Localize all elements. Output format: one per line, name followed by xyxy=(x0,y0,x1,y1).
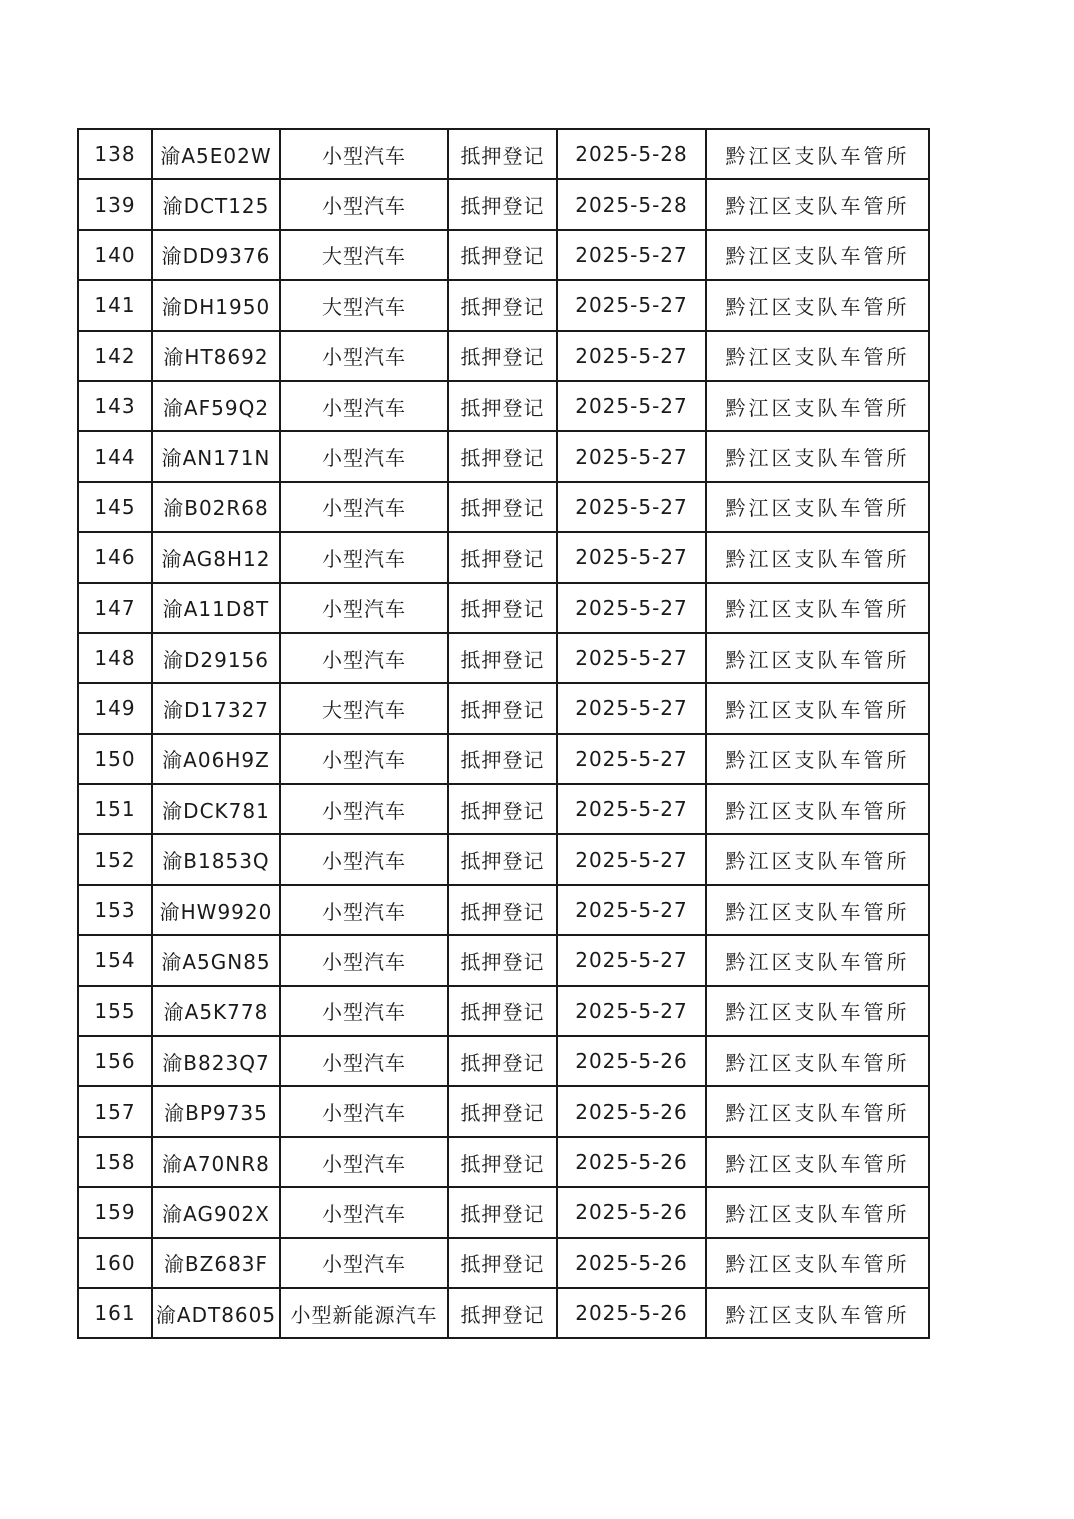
vehicle-type-cell: 大型汽车 xyxy=(280,683,448,733)
plate-number-cell: 渝BP9735 xyxy=(152,1086,280,1136)
plate-number-cell: 渝A5E02W xyxy=(152,129,280,179)
vehicle-type-cell: 小型汽车 xyxy=(280,1086,448,1136)
row-number-cell: 158 xyxy=(78,1137,152,1187)
vehicle-type-cell: 小型汽车 xyxy=(280,1238,448,1288)
plate-number-cell: 渝A06H9Z xyxy=(152,734,280,784)
plate-number-cell: 渝HT8692 xyxy=(152,331,280,381)
date-cell: 2025-5-26 xyxy=(557,1187,706,1237)
office-cell: 黔江区支队车管所 xyxy=(706,230,929,280)
row-number-cell: 142 xyxy=(78,331,152,381)
table-row xyxy=(78,1238,929,1288)
office-cell: 黔江区支队车管所 xyxy=(706,633,929,683)
business-type-cell: 抵押登记 xyxy=(448,734,557,784)
row-number-cell: 151 xyxy=(78,784,152,834)
business-type-cell: 抵押登记 xyxy=(448,1187,557,1237)
date-cell: 2025-5-27 xyxy=(557,986,706,1036)
date-cell: 2025-5-27 xyxy=(557,734,706,784)
vehicle-type-cell: 小型汽车 xyxy=(280,532,448,582)
office-cell: 黔江区支队车管所 xyxy=(706,280,929,330)
office-cell: 黔江区支队车管所 xyxy=(706,129,929,179)
plate-number-cell: 渝BZ683F xyxy=(152,1238,280,1288)
row-number-cell: 145 xyxy=(78,482,152,532)
business-type-cell: 抵押登记 xyxy=(448,784,557,834)
row-number-cell: 144 xyxy=(78,431,152,481)
table-row xyxy=(78,784,929,834)
table-row xyxy=(78,1288,929,1338)
office-cell: 黔江区支队车管所 xyxy=(706,1036,929,1086)
date-cell: 2025-5-26 xyxy=(557,1137,706,1187)
row-number-cell: 143 xyxy=(78,381,152,431)
business-type-cell: 抵押登记 xyxy=(448,532,557,582)
date-cell: 2025-5-26 xyxy=(557,1036,706,1086)
table-row xyxy=(78,935,929,985)
business-type-cell: 抵押登记 xyxy=(448,633,557,683)
business-type-cell: 抵押登记 xyxy=(448,381,557,431)
row-number-cell: 139 xyxy=(78,179,152,229)
table-row xyxy=(78,482,929,532)
date-cell: 2025-5-26 xyxy=(557,1288,706,1338)
office-cell: 黔江区支队车管所 xyxy=(706,734,929,784)
table-row xyxy=(78,179,929,229)
table-row xyxy=(78,885,929,935)
vehicle-type-cell: 小型汽车 xyxy=(280,381,448,431)
plate-number-cell: 渝B823Q7 xyxy=(152,1036,280,1086)
row-number-cell: 147 xyxy=(78,583,152,633)
vehicle-type-cell: 小型汽车 xyxy=(280,129,448,179)
plate-number-cell: 渝AN171N xyxy=(152,431,280,481)
date-cell: 2025-5-27 xyxy=(557,683,706,733)
business-type-cell: 抵押登记 xyxy=(448,331,557,381)
date-cell: 2025-5-27 xyxy=(557,532,706,582)
plate-number-cell: 渝B02R68 xyxy=(152,482,280,532)
office-cell: 黔江区支队车管所 xyxy=(706,834,929,884)
business-type-cell: 抵押登记 xyxy=(448,1036,557,1086)
office-cell: 黔江区支队车管所 xyxy=(706,935,929,985)
office-cell: 黔江区支队车管所 xyxy=(706,532,929,582)
table-row xyxy=(78,986,929,1036)
vehicle-type-cell: 小型汽车 xyxy=(280,482,448,532)
table-row xyxy=(78,431,929,481)
vehicle-type-cell: 小型汽车 xyxy=(280,331,448,381)
office-cell: 黔江区支队车管所 xyxy=(706,482,929,532)
table-row xyxy=(78,834,929,884)
table-row xyxy=(78,532,929,582)
row-number-cell: 148 xyxy=(78,633,152,683)
table-row xyxy=(78,734,929,784)
row-number-cell: 149 xyxy=(78,683,152,733)
plate-number-cell: 渝DCT125 xyxy=(152,179,280,229)
row-number-cell: 150 xyxy=(78,734,152,784)
office-cell: 黔江区支队车管所 xyxy=(706,1086,929,1136)
office-cell: 黔江区支队车管所 xyxy=(706,1187,929,1237)
vehicle-type-cell: 小型汽车 xyxy=(280,1137,448,1187)
date-cell: 2025-5-27 xyxy=(557,885,706,935)
business-type-cell: 抵押登记 xyxy=(448,986,557,1036)
table-row xyxy=(78,129,929,179)
row-number-cell: 155 xyxy=(78,986,152,1036)
date-cell: 2025-5-27 xyxy=(557,280,706,330)
table-row xyxy=(78,683,929,733)
table-row xyxy=(78,230,929,280)
row-number-cell: 154 xyxy=(78,935,152,985)
table-row xyxy=(78,1137,929,1187)
vehicle-type-cell: 小型汽车 xyxy=(280,1187,448,1237)
date-cell: 2025-5-27 xyxy=(557,784,706,834)
business-type-cell: 抵押登记 xyxy=(448,1086,557,1136)
office-cell: 黔江区支队车管所 xyxy=(706,683,929,733)
vehicle-type-cell: 小型汽车 xyxy=(280,633,448,683)
date-cell: 2025-5-27 xyxy=(557,230,706,280)
office-cell: 黔江区支队车管所 xyxy=(706,431,929,481)
office-cell: 黔江区支队车管所 xyxy=(706,179,929,229)
row-number-cell: 153 xyxy=(78,885,152,935)
vehicle-type-cell: 小型汽车 xyxy=(280,431,448,481)
business-type-cell: 抵押登记 xyxy=(448,129,557,179)
office-cell: 黔江区支队车管所 xyxy=(706,885,929,935)
row-number-cell: 159 xyxy=(78,1187,152,1237)
business-type-cell: 抵押登记 xyxy=(448,230,557,280)
plate-number-cell: 渝ADT8605 xyxy=(152,1288,280,1338)
vehicle-type-cell: 小型汽车 xyxy=(280,935,448,985)
vehicle-type-cell: 小型汽车 xyxy=(280,784,448,834)
business-type-cell: 抵押登记 xyxy=(448,179,557,229)
vehicle-type-cell: 小型汽车 xyxy=(280,986,448,1036)
date-cell: 2025-5-28 xyxy=(557,129,706,179)
business-type-cell: 抵押登记 xyxy=(448,482,557,532)
plate-number-cell: 渝AF59Q2 xyxy=(152,381,280,431)
plate-number-cell: 渝B1853Q xyxy=(152,834,280,884)
table-row xyxy=(78,633,929,683)
business-type-cell: 抵押登记 xyxy=(448,834,557,884)
vehicle-type-cell: 小型汽车 xyxy=(280,834,448,884)
vehicle-type-cell: 小型汽车 xyxy=(280,583,448,633)
business-type-cell: 抵押登记 xyxy=(448,583,557,633)
business-type-cell: 抵押登记 xyxy=(448,280,557,330)
row-number-cell: 156 xyxy=(78,1036,152,1086)
office-cell: 黔江区支队车管所 xyxy=(706,1288,929,1338)
row-number-cell: 138 xyxy=(78,129,152,179)
row-number-cell: 161 xyxy=(78,1288,152,1338)
plate-number-cell: 渝AG902X xyxy=(152,1187,280,1237)
office-cell: 黔江区支队车管所 xyxy=(706,583,929,633)
table-row xyxy=(78,583,929,633)
date-cell: 2025-5-26 xyxy=(557,1238,706,1288)
plate-number-cell: 渝AG8H12 xyxy=(152,532,280,582)
table-row xyxy=(78,1036,929,1086)
table-row xyxy=(78,1187,929,1237)
office-cell: 黔江区支队车管所 xyxy=(706,1137,929,1187)
vehicle-type-cell: 小型汽车 xyxy=(280,885,448,935)
vehicle-type-cell: 大型汽车 xyxy=(280,280,448,330)
vehicle-type-cell: 小型汽车 xyxy=(280,734,448,784)
vehicle-type-cell: 大型汽车 xyxy=(280,230,448,280)
plate-number-cell: 渝A5GN85 xyxy=(152,935,280,985)
plate-number-cell: 渝A5K778 xyxy=(152,986,280,1036)
office-cell: 黔江区支队车管所 xyxy=(706,331,929,381)
date-cell: 2025-5-27 xyxy=(557,935,706,985)
plate-number-cell: 渝A11D8T xyxy=(152,583,280,633)
date-cell: 2025-5-28 xyxy=(557,179,706,229)
records-body xyxy=(78,129,929,1338)
business-type-cell: 抵押登记 xyxy=(448,431,557,481)
plate-number-cell: 渝HW9920 xyxy=(152,885,280,935)
vehicle-type-cell: 小型汽车 xyxy=(280,1036,448,1086)
business-type-cell: 抵押登记 xyxy=(448,683,557,733)
plate-number-cell: 渝DH1950 xyxy=(152,280,280,330)
row-number-cell: 160 xyxy=(78,1238,152,1288)
plate-number-cell: 渝DCK781 xyxy=(152,784,280,834)
business-type-cell: 抵押登记 xyxy=(448,1137,557,1187)
plate-number-cell: 渝DD9376 xyxy=(152,230,280,280)
business-type-cell: 抵押登记 xyxy=(448,885,557,935)
row-number-cell: 152 xyxy=(78,834,152,884)
vehicle-type-cell: 小型汽车 xyxy=(280,179,448,229)
table-row xyxy=(78,1086,929,1136)
table-row xyxy=(78,331,929,381)
plate-number-cell: 渝D29156 xyxy=(152,633,280,683)
row-number-cell: 141 xyxy=(78,280,152,330)
office-cell: 黔江区支队车管所 xyxy=(706,784,929,834)
date-cell: 2025-5-27 xyxy=(557,381,706,431)
plate-number-cell: 渝A70NR8 xyxy=(152,1137,280,1187)
row-number-cell: 140 xyxy=(78,230,152,280)
date-cell: 2025-5-27 xyxy=(557,834,706,884)
date-cell: 2025-5-27 xyxy=(557,583,706,633)
date-cell: 2025-5-27 xyxy=(557,482,706,532)
date-cell: 2025-5-27 xyxy=(557,431,706,481)
date-cell: 2025-5-26 xyxy=(557,1086,706,1136)
table-row xyxy=(78,280,929,330)
office-cell: 黔江区支队车管所 xyxy=(706,986,929,1036)
office-cell: 黔江区支队车管所 xyxy=(706,1238,929,1288)
row-number-cell: 157 xyxy=(78,1086,152,1136)
plate-number-cell: 渝D17327 xyxy=(152,683,280,733)
date-cell: 2025-5-27 xyxy=(557,633,706,683)
records-table xyxy=(77,128,930,1339)
table-row xyxy=(78,381,929,431)
date-cell: 2025-5-27 xyxy=(557,331,706,381)
office-cell: 黔江区支队车管所 xyxy=(706,381,929,431)
business-type-cell: 抵押登记 xyxy=(448,1288,557,1338)
business-type-cell: 抵押登记 xyxy=(448,1238,557,1288)
vehicle-type-cell: 小型新能源汽车 xyxy=(280,1288,448,1338)
row-number-cell: 146 xyxy=(78,532,152,582)
business-type-cell: 抵押登记 xyxy=(448,935,557,985)
